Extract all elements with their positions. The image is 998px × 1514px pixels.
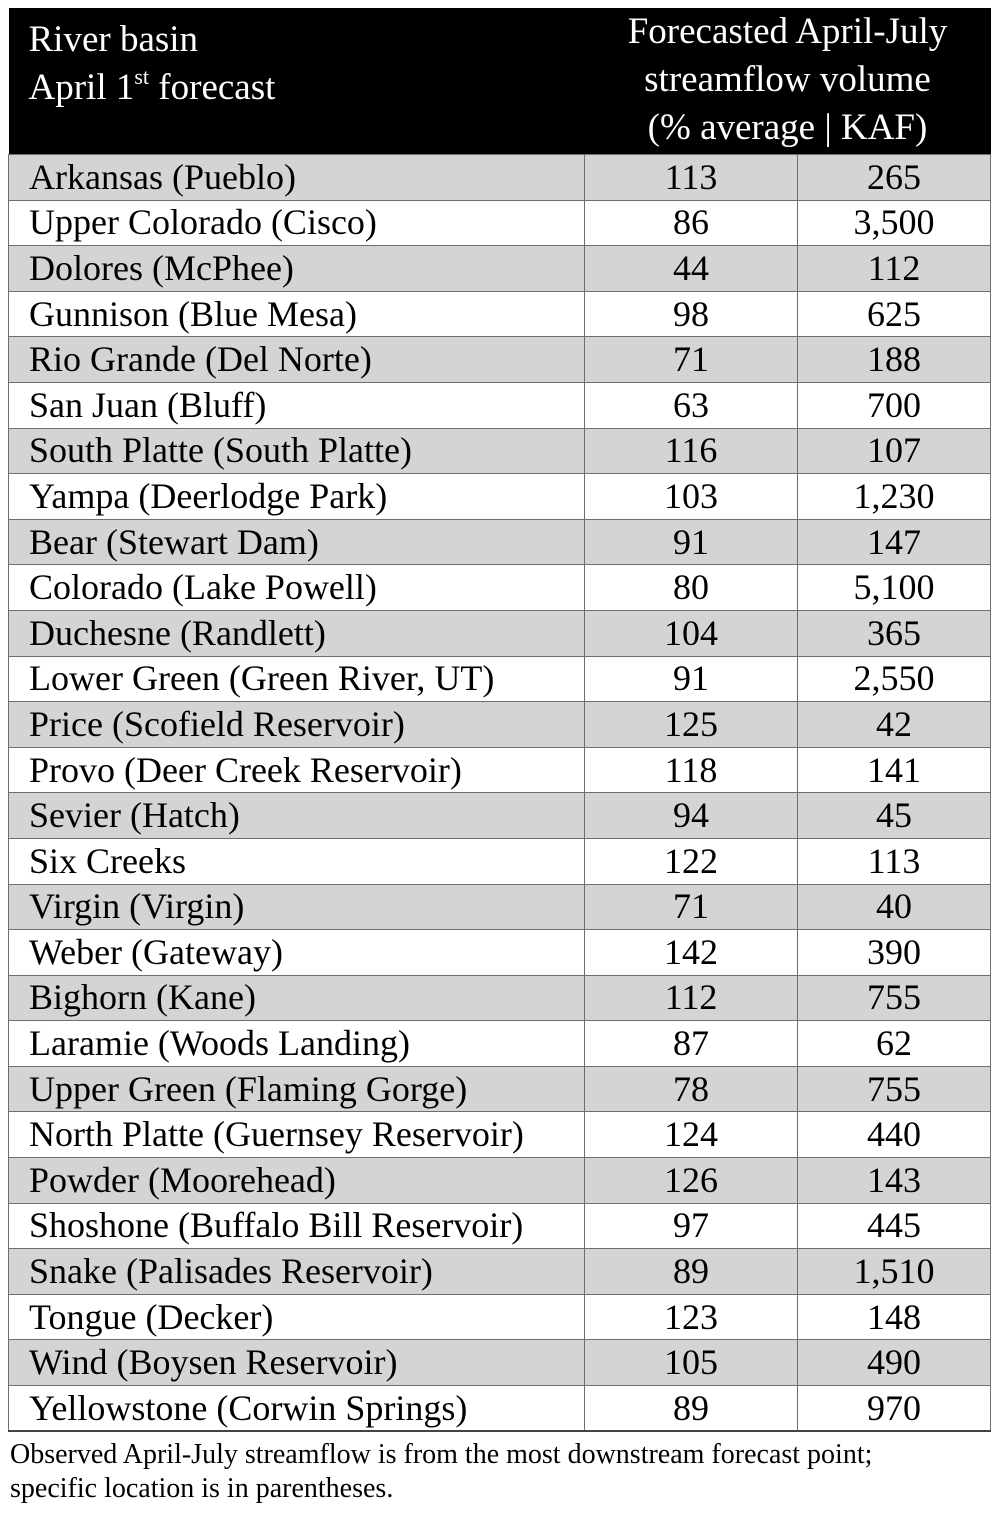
percent-average-cell: 105: [585, 1340, 798, 1386]
percent-average-cell: 142: [585, 930, 798, 976]
river-basin-cell: San Juan (Bluff): [9, 382, 585, 428]
river-basin-cell: North Platte (Guernsey Reservoir): [9, 1112, 585, 1158]
volume-kaf-cell: 113: [798, 838, 991, 884]
table-row: [9, 838, 991, 884]
volume-kaf-cell: 141: [798, 747, 991, 793]
percent-average-cell: 116: [585, 428, 798, 474]
river-basin-cell: Arkansas (Pueblo): [9, 155, 585, 201]
volume-kaf-cell: 755: [798, 975, 991, 1021]
volume-kaf-cell: 440: [798, 1112, 991, 1158]
percent-average-cell: 80: [585, 565, 798, 611]
river-basin-cell: Wind (Boysen Reservoir): [9, 1340, 585, 1386]
percent-average-cell: 71: [585, 884, 798, 930]
table-row: [9, 519, 991, 565]
river-basin-cell: Upper Colorado (Cisco): [9, 200, 585, 246]
table-row: [9, 1340, 991, 1386]
volume-kaf-cell: 62: [798, 1021, 991, 1067]
table-row: [9, 1203, 991, 1249]
river-basin-cell: Yellowstone (Corwin Springs): [9, 1386, 585, 1432]
table-row: [9, 610, 991, 656]
percent-average-cell: 97: [585, 1203, 798, 1249]
header-forecast-date-text: April 1: [28, 67, 135, 108]
streamflow-volume-header: [585, 8, 991, 155]
table-row: [9, 382, 991, 428]
volume-kaf-cell: 1,230: [798, 474, 991, 520]
forecast-table: [8, 8, 991, 1432]
river-basin-cell: Snake (Palisades Reservoir): [9, 1249, 585, 1295]
percent-average-cell: 103: [585, 474, 798, 520]
volume-kaf-cell: 143: [798, 1158, 991, 1204]
river-basin-cell: Yampa (Deerlodge Park): [9, 474, 585, 520]
header-units-label: (% average | KAF): [647, 107, 928, 148]
forecast-table-container: [8, 8, 990, 1432]
percent-average-cell: 104: [585, 610, 798, 656]
volume-kaf-cell: 2,550: [798, 656, 991, 702]
table-row: [9, 975, 991, 1021]
river-basin-cell: Lower Green (Green River, UT): [9, 656, 585, 702]
percent-average-cell: 118: [585, 747, 798, 793]
river-basin-cell: Price (Scofield Reservoir): [9, 702, 585, 748]
header-row: [9, 8, 991, 155]
river-basin-cell: Upper Green (Flaming Gorge): [9, 1066, 585, 1112]
header-forecast-date-suffix: st: [134, 63, 150, 89]
volume-kaf-cell: 5,100: [798, 565, 991, 611]
percent-average-cell: 89: [585, 1249, 798, 1295]
percent-average-cell: 71: [585, 337, 798, 383]
header-forecasted-label: Forecasted April-July: [627, 11, 948, 52]
volume-kaf-cell: 45: [798, 793, 991, 839]
table-row: [9, 474, 991, 520]
table-row: [9, 428, 991, 474]
volume-kaf-cell: 970: [798, 1386, 991, 1432]
table-row: [9, 702, 991, 748]
river-basin-cell: Virgin (Virgin): [9, 884, 585, 930]
volume-kaf-cell: 40: [798, 884, 991, 930]
volume-kaf-cell: 490: [798, 1340, 991, 1386]
table-row: [9, 155, 991, 201]
percent-average-cell: 91: [585, 519, 798, 565]
table-row: [9, 291, 991, 337]
volume-kaf-cell: 42: [798, 702, 991, 748]
table-row: [9, 1158, 991, 1204]
volume-kaf-cell: 390: [798, 930, 991, 976]
river-basin-cell: Weber (Gateway): [9, 930, 585, 976]
table-row: [9, 1112, 991, 1158]
river-basin-cell: South Platte (South Platte): [9, 428, 585, 474]
volume-kaf-cell: 625: [798, 291, 991, 337]
volume-kaf-cell: 1,510: [798, 1249, 991, 1295]
percent-average-cell: 86: [585, 200, 798, 246]
table-row: [9, 1066, 991, 1112]
volume-kaf-cell: 188: [798, 337, 991, 383]
river-basin-cell: Powder (Moorehead): [9, 1158, 585, 1204]
table-header: [9, 8, 991, 155]
table-row: [9, 1386, 991, 1432]
percent-average-cell: 113: [585, 155, 798, 201]
volume-kaf-cell: 365: [798, 610, 991, 656]
table-row: [9, 337, 991, 383]
percent-average-cell: 87: [585, 1021, 798, 1067]
percent-average-cell: 44: [585, 246, 798, 292]
river-basin-cell: Gunnison (Blue Mesa): [9, 291, 585, 337]
table-body: [9, 155, 991, 1432]
river-basin-cell: Shoshone (Buffalo Bill Reservoir): [9, 1203, 585, 1249]
volume-kaf-cell: 148: [798, 1294, 991, 1340]
percent-average-cell: 91: [585, 656, 798, 702]
river-basin-cell: Rio Grande (Del Norte): [9, 337, 585, 383]
percent-average-cell: 126: [585, 1158, 798, 1204]
river-basin-cell: Duchesne (Randlett): [9, 610, 585, 656]
table-row: [9, 200, 991, 246]
percent-average-cell: 94: [585, 793, 798, 839]
river-basin-header: [9, 8, 585, 155]
percent-average-cell: 98: [585, 291, 798, 337]
table-row: [9, 565, 991, 611]
table-row: [9, 246, 991, 292]
river-basin-cell: Tongue (Decker): [9, 1294, 585, 1340]
table-row: [9, 884, 991, 930]
table-footnote: [10, 1438, 995, 1506]
header-forecast-word: forecast: [149, 67, 276, 108]
table-row: [9, 1294, 991, 1340]
header-forecast-date-label: [29, 64, 585, 112]
percent-average-cell: 112: [585, 975, 798, 1021]
volume-kaf-cell: 147: [798, 519, 991, 565]
river-basin-cell: Sevier (Hatch): [9, 793, 585, 839]
volume-kaf-cell: 755: [798, 1066, 991, 1112]
river-basin-cell: Provo (Deer Creek Reservoir): [9, 747, 585, 793]
volume-kaf-cell: 445: [798, 1203, 991, 1249]
percent-average-cell: 89: [585, 1386, 798, 1432]
volume-kaf-cell: 112: [798, 246, 991, 292]
river-basin-cell: Laramie (Woods Landing): [9, 1021, 585, 1067]
table-row: [9, 930, 991, 976]
river-basin-cell: Bighorn (Kane): [9, 975, 585, 1021]
percent-average-cell: 124: [585, 1112, 798, 1158]
percent-average-cell: 125: [585, 702, 798, 748]
table-row: [9, 747, 991, 793]
footnote-line-2: specific location is in parentheses.: [10, 1473, 394, 1504]
volume-kaf-cell: 700: [798, 382, 991, 428]
volume-kaf-cell: 107: [798, 428, 991, 474]
percent-average-cell: 63: [585, 382, 798, 428]
percent-average-cell: 122: [585, 838, 798, 884]
river-basin-cell: Bear (Stewart Dam): [9, 519, 585, 565]
volume-kaf-cell: 265: [798, 155, 991, 201]
river-basin-cell: Dolores (McPhee): [9, 246, 585, 292]
river-basin-cell: Colorado (Lake Powell): [9, 565, 585, 611]
percent-average-cell: 123: [585, 1294, 798, 1340]
river-basin-cell: Six Creeks: [9, 838, 585, 884]
table-row: [9, 656, 991, 702]
table-row: [9, 1249, 991, 1295]
footnote-line-1: Observed April-July streamflow is from the most downstream forecast point;: [10, 1439, 873, 1470]
percent-average-cell: 78: [585, 1066, 798, 1112]
volume-kaf-cell: 3,500: [798, 200, 991, 246]
header-river-basin-label: River basin: [28, 19, 199, 60]
table-row: [9, 1021, 991, 1067]
header-streamflow-label: streamflow volume: [644, 59, 931, 100]
table-row: [9, 793, 991, 839]
